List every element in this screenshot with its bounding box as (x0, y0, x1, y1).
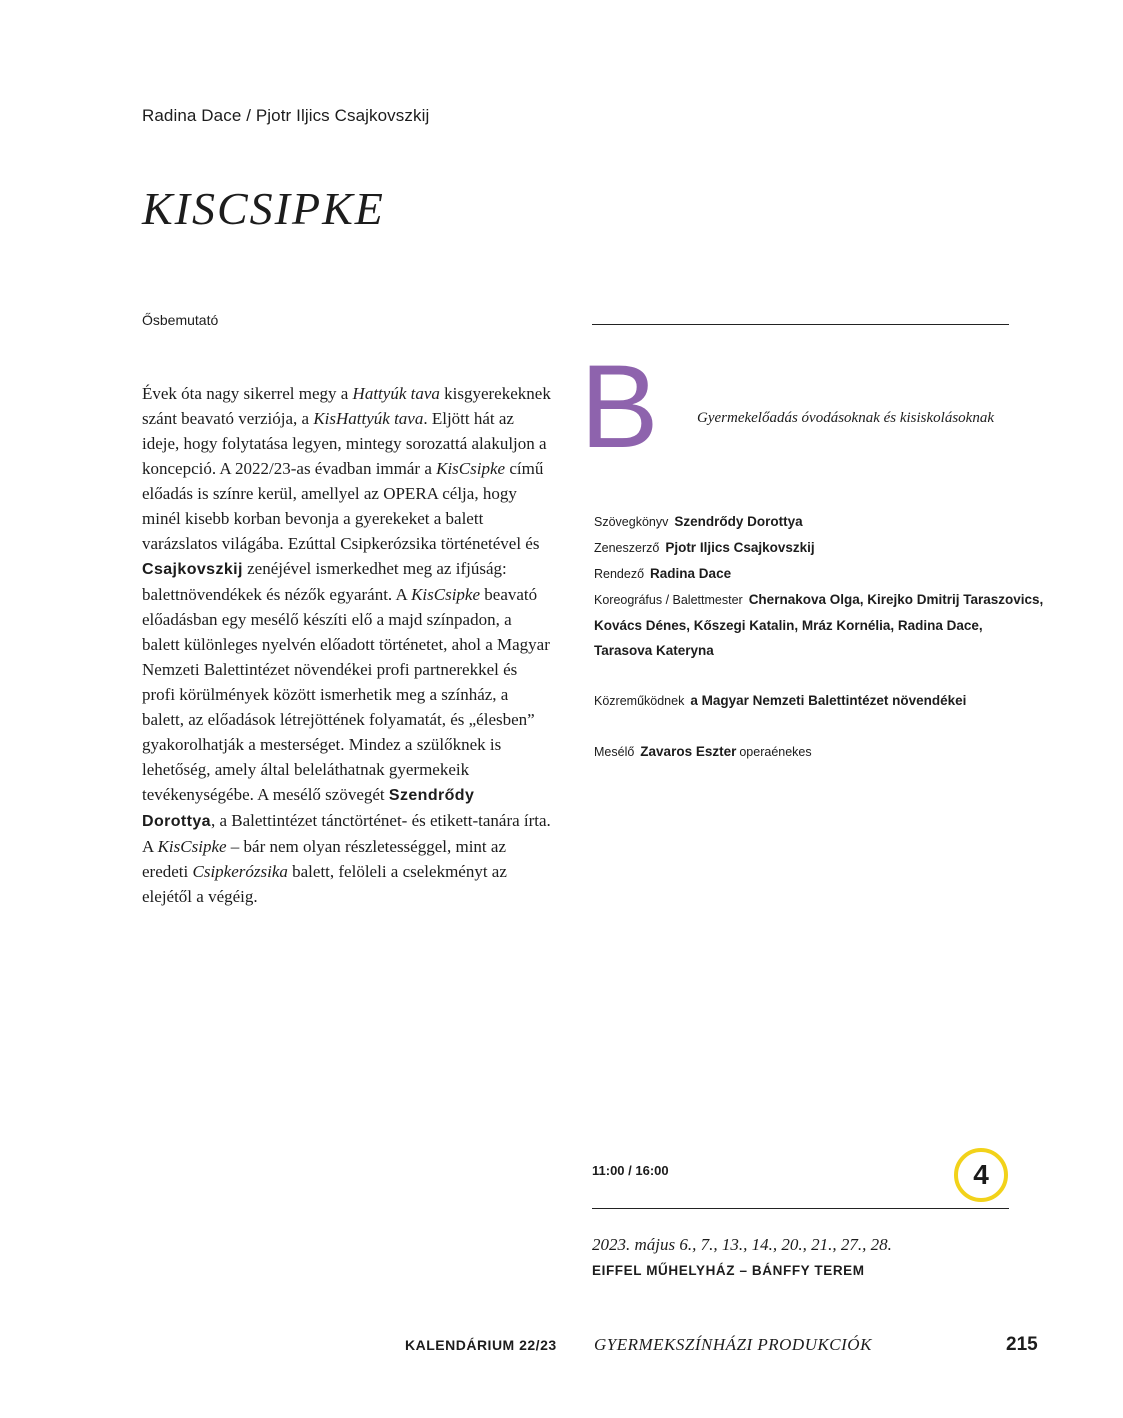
showtimes: 11:00 / 16:00 (592, 1163, 669, 1178)
body-segment: beavató előadásban egy mesélő készíti elő a majd színpadon, a balett különleges nyelvén előadott történetet, ahol a Magyar Nemzeti Balettintézet növendékei profi partnerekkel és profi körülmények között ismerhetik meg a színház, a balett, az előadások létrejöttének folyamatát, és „élesben” gyakorolhatják a mesterséget. Mindez a szülőknek is lehetőség, amely által beleláthatnak gyermekeik tevékenységébe. A mesélő szövegét (142, 585, 550, 804)
body-segment: kisgyerekeknek szánt beavató verziója, a (142, 384, 551, 428)
footer-section: GYERMEKSZÍNHÁZI PRODUKCIÓK (594, 1335, 872, 1354)
credit-name: Zavaros Eszter (640, 744, 737, 759)
italic-title: Csipkerózsika (192, 862, 288, 881)
credits-block (594, 509, 1044, 765)
italic-title: KisCsipke (436, 459, 506, 478)
footer-publication: KALENDÁRIUM 22/23 (405, 1337, 557, 1353)
credit-name: Pjotr Iljics Csajkovszkij (665, 540, 815, 555)
credit-role: Mesélő (594, 745, 635, 759)
italic-title: KisHattyúk tava (313, 409, 424, 428)
category-letter: B (580, 341, 659, 473)
age-rating-badge: 4 (954, 1148, 1008, 1202)
credit-composer (594, 535, 1024, 561)
credit-name: Chernakova Olga, Kirejko Dmitrij Taraszovics, (748, 592, 1044, 607)
credit-name: Radina Dace (650, 566, 732, 581)
credit-name: Kovács Dénes, Kőszegi Katalin, Mráz Kornélia, Radina Dace, (594, 618, 983, 633)
credit-writer (594, 509, 1024, 535)
venue: EIFFEL MŰHELYHÁZ – BÁNFFY TEREM (592, 1263, 865, 1278)
body-segment: balett, felöleli a cselekményt az elejétől a végéig. (142, 862, 507, 906)
author-line: Radina Dace / Pjotr Iljics Csajkovszkij (142, 106, 430, 125)
italic-title: KisCsipke (157, 837, 227, 856)
bold-name: Szendrődy Dorottya (142, 787, 475, 830)
description-text (142, 381, 552, 909)
premiere-label: Ősbemutató (142, 312, 219, 328)
performance-dates: 2023. május 6., 7., 13., 14., 20., 21., 27., 28. (592, 1235, 892, 1254)
credit-role: Koreográfus / Balettmester (594, 593, 743, 607)
page-number: 215 (1006, 1334, 1038, 1355)
credit-role: Közreműködnek (594, 694, 685, 708)
credit-note: operaénekes (739, 745, 812, 759)
credit-role: Szövegkönyv (594, 515, 669, 529)
credit-choreographer (594, 587, 1044, 613)
top-divider (592, 324, 1009, 325)
credit-role: Rendező (594, 567, 645, 581)
bottom-divider (592, 1208, 1009, 1209)
credit-name: Szendrődy Dorottya (674, 514, 803, 529)
bold-name: Csajkovszkij (142, 561, 243, 578)
credit-contributors (594, 688, 1024, 714)
body-segment: című előadás is színre kerül, amellyel az OPERA célja, hogy minél kisebb korban bevonja a gyerekeket a balett varázslatos világába. Ezúttal Csipkerózsika történetével és (142, 459, 544, 553)
credit-narrator (594, 739, 1024, 765)
italic-title: KisCsipke (411, 585, 481, 604)
body-segment: – bár nem olyan részletességgel, mint az eredeti (142, 837, 507, 881)
credit-choreographer-cont (594, 613, 1024, 638)
body-segment: Évek óta nagy sikerrel megy a (142, 384, 353, 403)
body-segment: zenéjével ismerkedhet meg az ifjúság: balettnövendékek és nézők egyaránt. A (142, 559, 507, 604)
credit-name: a Magyar Nemzeti Balettintézet növendékei (690, 693, 967, 708)
italic-title: Hattyúk tava (352, 384, 440, 403)
credit-name: Tarasova Kateryna (594, 643, 714, 658)
page-title: KISCSIPKE (142, 183, 385, 234)
credit-role: Zeneszerző (594, 541, 660, 555)
body-segment: . Eljött hát az ideje, hogy folytatása legyen, mintegy sorozattá alakuljon a koncepció. A 2022/23-as évadban immár a (142, 409, 547, 478)
credit-choreographer-cont (594, 638, 1024, 663)
body-segment: , a Balettintézet tánctörténet- és etikett-tanára írta. A (142, 811, 551, 856)
credit-director (594, 561, 1024, 587)
audience-label: Gyermekelőadás óvodásoknak és kisiskolásoknak (697, 410, 994, 426)
